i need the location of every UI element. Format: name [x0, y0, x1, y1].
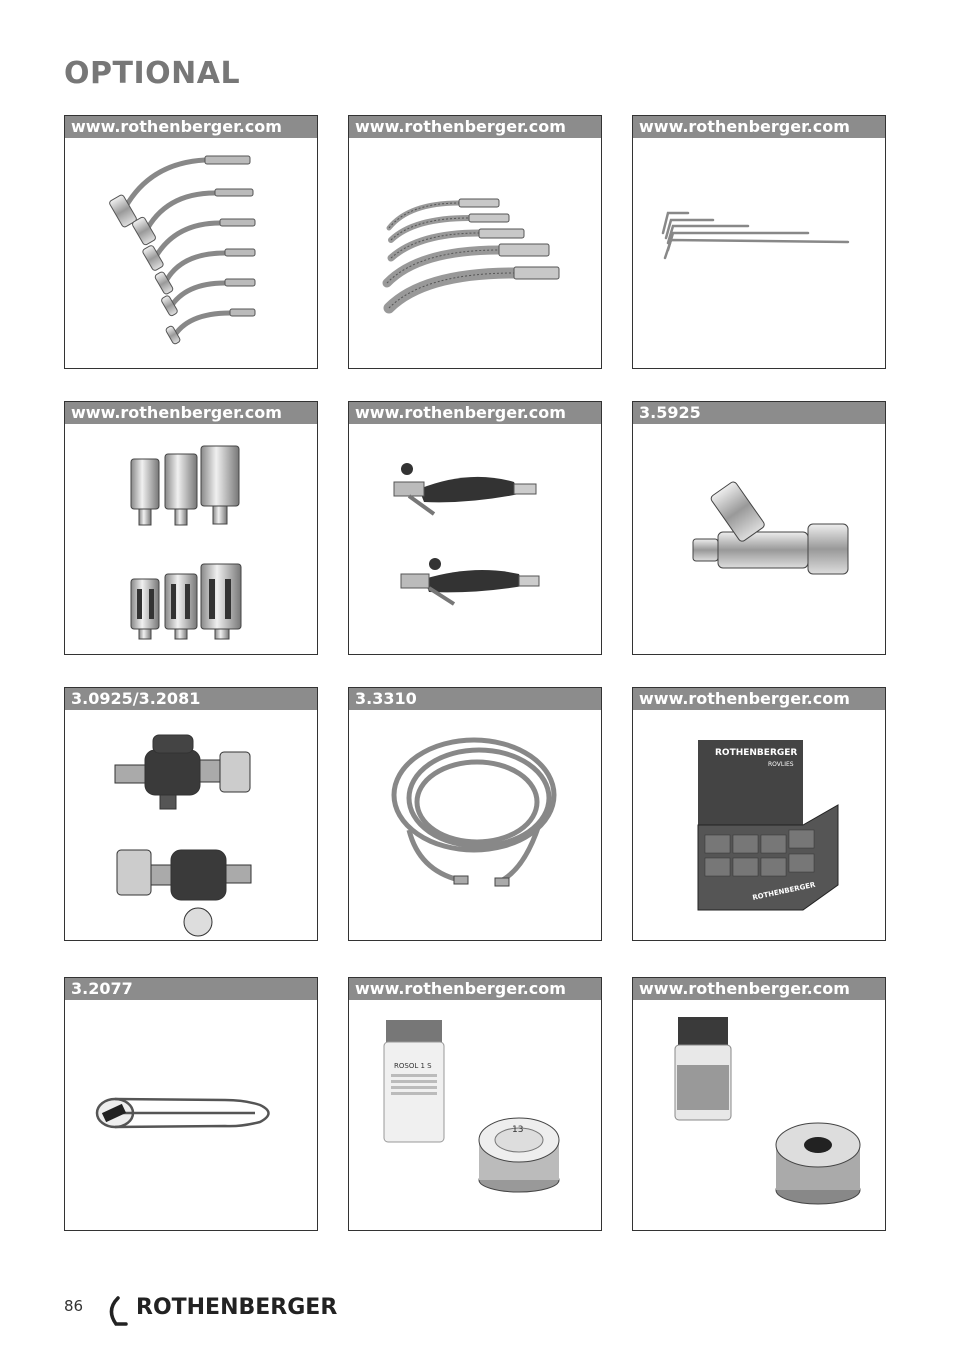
product-card-solder-paste-set[interactable] [632, 977, 886, 1231]
solder-flux-image [349, 1000, 601, 1230]
handles-image [349, 424, 601, 654]
logo-mark-icon [104, 1290, 134, 1330]
card-label: www.rothenberger.com [633, 116, 885, 138]
card-label: www.rothenberger.com [633, 978, 885, 1000]
jar-label-text: ROSOL 1 S [394, 1062, 432, 1070]
burner-heads-image [65, 424, 317, 654]
card-label: 3.2077 [65, 978, 317, 1000]
needle-nozzles-image [633, 138, 885, 368]
page-number: 86 [64, 1297, 84, 1315]
product-card-torch-attachments[interactable] [64, 115, 318, 369]
flashback-arrestor-image [633, 424, 885, 654]
solder-display-box-image [633, 710, 885, 940]
box-brand-text: ROTHENBERGER [715, 748, 798, 758]
pressure-regulators-image [65, 710, 317, 940]
card-label: 3.5925 [633, 402, 885, 424]
solder-paste-image [633, 1000, 885, 1230]
brand-logo [104, 1290, 354, 1330]
product-card-burner-heads[interactable] [64, 401, 318, 655]
page-title: OPTIONAL [64, 56, 241, 91]
brand-wordmark: ROTHENBERGER [136, 1295, 338, 1320]
product-card-3-3310[interactable] [348, 687, 602, 941]
card-label: www.rothenberger.com [633, 688, 885, 710]
spark-lighter-image [65, 1000, 317, 1230]
card-label: www.rothenberger.com [65, 116, 317, 138]
product-card-3-5925[interactable] [632, 401, 886, 655]
product-card-needle-nozzles[interactable] [632, 115, 886, 369]
product-card-3-0925-3-2081[interactable] [64, 687, 318, 941]
card-label: www.rothenberger.com [349, 116, 601, 138]
box-brand-bottom-text: ROTHENBERGER [751, 880, 817, 902]
flexible-torch-tubes-image [349, 138, 601, 368]
card-label: www.rothenberger.com [349, 978, 601, 1000]
spool-number-text: 13 [512, 1125, 524, 1135]
product-card-solder-display[interactable] [632, 687, 886, 941]
box-sub-text: ROVLIES [768, 761, 794, 768]
product-card-solder-flux-set[interactable] [348, 977, 602, 1231]
product-card-3-2077[interactable] [64, 977, 318, 1231]
torch-attachments-image [65, 138, 317, 368]
product-card-handles[interactable] [348, 401, 602, 655]
card-label: www.rothenberger.com [349, 402, 601, 424]
gas-hose-image [349, 710, 601, 940]
product-card-flexible-torch-tubes[interactable] [348, 115, 602, 369]
card-label: 3.3310 [349, 688, 601, 710]
card-label: www.rothenberger.com [65, 402, 317, 424]
card-label: 3.0925/3.2081 [65, 688, 317, 710]
